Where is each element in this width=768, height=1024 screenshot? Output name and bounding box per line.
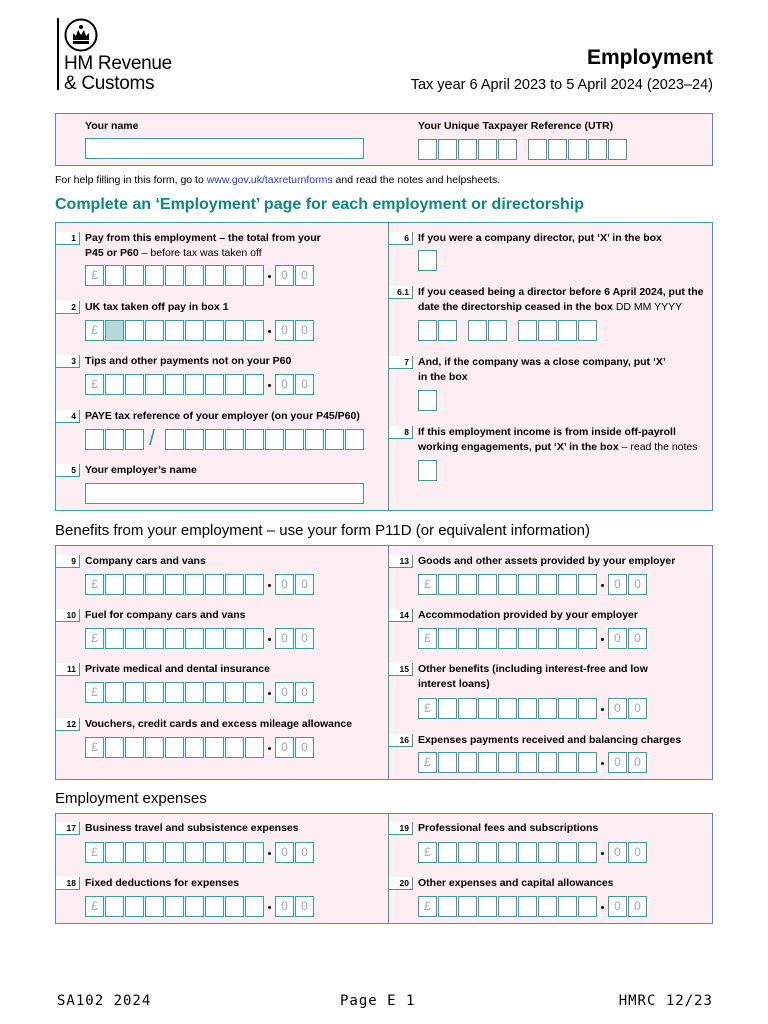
fuel-benefit-digit-box[interactable] (105, 628, 124, 649)
fuel-benefit-digit-box[interactable] (225, 628, 244, 649)
q4-label: PAYE tax reference of your employer (on your P45/P60) (85, 410, 360, 422)
box-number-14: 14 (389, 609, 413, 622)
other-expenses-pence-box[interactable]: 0 (628, 896, 647, 917)
paye-reference-box[interactable] (305, 429, 324, 450)
tips-amount-digit-box[interactable]: £ (85, 374, 104, 395)
fixed-deductions-digit-box[interactable] (205, 896, 224, 917)
q8-line2: working engagements, put ‘X’ in the box (418, 441, 619, 453)
fuel-benefit-digit-box[interactable] (205, 628, 224, 649)
q7-line2: in the box (418, 371, 468, 383)
box-number-17: 17 (56, 822, 80, 835)
business-travel-digit-box[interactable]: £ (85, 842, 104, 863)
goods-assets-digit-box[interactable] (478, 574, 497, 595)
box-number-4: 4 (56, 410, 80, 423)
q7-label (418, 355, 666, 385)
business-travel-digit-box[interactable] (225, 842, 244, 863)
fixed-deductions-digit-box[interactable] (105, 896, 124, 917)
tax-year: Tax year 6 April 2023 to 5 April 2024 (2023–24) (410, 77, 713, 93)
q2-label: UK tax taken off pay in box 1 (85, 301, 229, 313)
goods-assets-digit-box[interactable]: £ (418, 574, 437, 595)
date-format-hint: DD MM YYYY (615, 301, 683, 313)
box-number-16: 16 (389, 734, 413, 747)
professional-fees-digit-box[interactable] (558, 842, 577, 863)
goods-assets-digit-box[interactable] (578, 574, 597, 595)
expenses-payments-digit-box[interactable] (458, 752, 477, 773)
fuel-benefit-digit-box[interactable] (185, 628, 204, 649)
accommodation-digit-box[interactable] (558, 628, 577, 649)
pay-amount-digit-box[interactable] (225, 265, 244, 286)
tips-amount-digit-box[interactable] (185, 374, 204, 395)
accommodation-digit-box[interactable] (478, 628, 497, 649)
pay-amount-digit-box[interactable] (105, 265, 124, 286)
q1-line2-note: – before tax was taken off (138, 247, 262, 259)
fuel-benefit-digit-box[interactable] (125, 628, 144, 649)
q6-1-label (418, 285, 704, 315)
box-number-3: 3 (56, 355, 80, 368)
other-expenses-digit-box[interactable] (498, 896, 517, 917)
goods-assets-digit-box[interactable] (498, 574, 517, 595)
pay-amount-digit-box[interactable] (165, 265, 184, 286)
ceased-year-box[interactable] (578, 320, 597, 341)
tips-amount-pence-box[interactable]: 0 (275, 374, 294, 395)
tax-taken-off-digit-box[interactable] (225, 320, 244, 341)
goods-assets-digit-box[interactable] (518, 574, 537, 595)
box-number-20: 20 (389, 877, 413, 890)
vouchers-digit-box[interactable]: £ (85, 737, 104, 758)
tips-amount-decimal-point (268, 384, 271, 387)
ceased-month-box[interactable] (488, 320, 507, 341)
expenses-payments-digit-box[interactable] (498, 752, 517, 773)
pay-amount-digit-box[interactable] (205, 265, 224, 286)
business-travel-digit-box[interactable] (105, 842, 124, 863)
company-cars-digit-box[interactable] (145, 574, 164, 595)
benefits-title: Benefits from your employment – use your form P11D (or equivalent information) (55, 522, 590, 539)
goods-assets-pence-box[interactable]: 0 (608, 574, 627, 595)
fixed-deductions-digit-box[interactable] (145, 896, 164, 917)
box-number-15: 15 (389, 663, 413, 676)
medical-insurance-digit-box[interactable] (105, 682, 124, 703)
q8-label (418, 425, 698, 455)
q6-1-line1: If you ceased being a director before 6 April 2024, put the (418, 286, 704, 298)
other-expenses-digit-box[interactable] (538, 896, 557, 917)
q10-label: Fuel for company cars and vans (85, 609, 246, 621)
other-expenses-digit-box[interactable] (558, 896, 577, 917)
vouchers-pence-box[interactable]: 0 (295, 737, 314, 758)
q3-label: Tips and other payments not on your P60 (85, 355, 292, 367)
professional-fees-decimal-point (601, 852, 604, 855)
other-benefits-digit-box[interactable] (538, 698, 557, 719)
box-number-2: 2 (56, 301, 80, 314)
paye-reference-box[interactable] (265, 429, 284, 450)
tax-taken-off-digit-box[interactable] (245, 320, 264, 341)
fuel-benefit-digit-box[interactable] (245, 628, 264, 649)
ceased-year-box[interactable] (558, 320, 577, 341)
paye-reference-box[interactable] (245, 429, 264, 450)
box-number-6-1: 6.1 (389, 286, 413, 299)
other-benefits-digit-box[interactable] (458, 698, 477, 719)
professional-fees-digit-box[interactable] (538, 842, 557, 863)
other-expenses-digit-box[interactable] (478, 896, 497, 917)
paye-office-box[interactable] (105, 429, 124, 450)
logo-line2: & Customs (64, 73, 155, 94)
accommodation-decimal-point (601, 638, 604, 641)
other-benefits-digit-box[interactable]: £ (418, 698, 437, 719)
tax-taken-off-pence-box[interactable]: 0 (275, 320, 294, 341)
tax-taken-off-pence-box[interactable]: 0 (295, 320, 314, 341)
fixed-deductions-pence-box[interactable]: 0 (275, 896, 294, 917)
other-expenses-digit-box[interactable]: £ (418, 896, 437, 917)
q15-label (418, 662, 648, 692)
box-number-5: 5 (56, 464, 80, 477)
accommodation-digit-box[interactable]: £ (418, 628, 437, 649)
paye-separator: / (149, 425, 156, 450)
expenses-payments-digit-box[interactable]: £ (418, 752, 437, 773)
q7-line1: And, if the company was a close company, put ‘X’ (418, 356, 666, 368)
pay-amount-pence-box[interactable]: 0 (275, 265, 294, 286)
company-cars-digit-box[interactable] (185, 574, 204, 595)
ceased-year-box[interactable] (538, 320, 557, 341)
other-expenses-digit-box[interactable] (458, 896, 477, 917)
fixed-deductions-digit-box[interactable] (245, 896, 264, 917)
expenses-payments-digit-box[interactable] (558, 752, 577, 773)
fixed-deductions-digit-box[interactable] (125, 896, 144, 917)
your-name-field[interactable] (85, 138, 364, 159)
company-cars-digit-box[interactable] (165, 574, 184, 595)
business-travel-digit-box[interactable] (145, 842, 164, 863)
utr-digit-box[interactable] (588, 139, 607, 160)
paye-reference-box[interactable] (325, 429, 344, 450)
medical-insurance-decimal-point (268, 692, 271, 695)
business-travel-digit-box[interactable] (205, 842, 224, 863)
tax-taken-off-digit-box[interactable] (205, 320, 224, 341)
business-travel-digit-box[interactable] (185, 842, 204, 863)
utr-digit-box[interactable] (608, 139, 627, 160)
medical-insurance-digit-box[interactable] (125, 682, 144, 703)
goods-assets-digit-box[interactable] (538, 574, 557, 595)
tips-amount-digit-box[interactable] (225, 374, 244, 395)
pay-amount-decimal-point (268, 275, 271, 278)
paye-reference-box[interactable] (165, 429, 184, 450)
box-number-12: 12 (56, 718, 80, 731)
fuel-benefit-digit-box[interactable] (145, 628, 164, 649)
medical-insurance-digit-box[interactable]: £ (85, 682, 104, 703)
medical-insurance-digit-box[interactable] (245, 682, 264, 703)
tax-taken-off-digit-box[interactable] (185, 320, 204, 341)
box-number-11: 11 (56, 663, 80, 676)
pay-amount-digit-box[interactable] (125, 265, 144, 286)
logo-rule (57, 18, 59, 90)
paye-office-box[interactable] (85, 429, 104, 450)
fuel-benefit-digit-box[interactable] (165, 628, 184, 649)
ceased-day-box[interactable] (418, 320, 437, 341)
other-benefits-digit-box[interactable] (438, 698, 457, 719)
box-number-19: 19 (389, 822, 413, 835)
business-travel-decimal-point (268, 852, 271, 855)
q19-label: Professional fees and subscriptions (418, 822, 599, 834)
other-benefits-digit-box[interactable] (558, 698, 577, 719)
vouchers-digit-box[interactable] (125, 737, 144, 758)
q14-label: Accommodation provided by your employer (418, 609, 638, 621)
company-cars-digit-box[interactable] (225, 574, 244, 595)
business-travel-digit-box[interactable] (125, 842, 144, 863)
help-link[interactable]: www.gov.uk/taxreturnforms (206, 174, 333, 186)
company-cars-digit-box[interactable] (125, 574, 144, 595)
tax-taken-off-decimal-point (268, 330, 271, 333)
box-number-1: 1 (56, 232, 80, 245)
q1-line2: P45 or P60 (85, 247, 139, 259)
goods-assets-digit-box[interactable] (438, 574, 457, 595)
professional-fees-digit-box[interactable] (438, 842, 457, 863)
professional-fees-digit-box[interactable] (578, 842, 597, 863)
tips-amount-digit-box[interactable] (245, 374, 264, 395)
logo-line1: HM Revenue (64, 53, 172, 74)
q13-label: Goods and other assets provided by your employer (418, 555, 676, 567)
accommodation-digit-box[interactable] (578, 628, 597, 649)
pay-amount-digit-box[interactable] (245, 265, 264, 286)
expenses-payments-digit-box[interactable] (438, 752, 457, 773)
professional-fees-digit-box[interactable]: £ (418, 842, 437, 863)
vouchers-digit-box[interactable] (245, 737, 264, 758)
fuel-benefit-decimal-point (268, 638, 271, 641)
business-travel-digit-box[interactable] (165, 842, 184, 863)
expenses-payments-pence-box[interactable]: 0 (628, 752, 647, 773)
form-version: HMRC 12/23 (618, 993, 713, 1009)
vouchers-decimal-point (268, 747, 271, 750)
expenses-payments-pence-box[interactable]: 0 (608, 752, 627, 773)
page-number: Page E 1 (340, 993, 416, 1009)
q17-label: Business travel and subsistence expenses (85, 822, 299, 834)
expenses-payments-digit-box[interactable] (578, 752, 597, 773)
box-number-9: 9 (56, 555, 80, 568)
tips-amount-digit-box[interactable] (145, 374, 164, 395)
professional-fees-digit-box[interactable] (478, 842, 497, 863)
hmrc-logo-text (64, 54, 172, 94)
help-prefix: For help filling in this form, go to (55, 174, 207, 186)
fuel-benefit-pence-box[interactable]: 0 (295, 628, 314, 649)
vouchers-digit-box[interactable] (225, 737, 244, 758)
utr-label: Your Unique Taxpayer Reference (UTR) (418, 120, 614, 132)
utr-digit-box[interactable] (568, 139, 587, 160)
section-heading: Complete an ‘Employment’ page for each employment or directorship (55, 196, 584, 213)
company-cars-digit-box[interactable] (205, 574, 224, 595)
paye-office-box[interactable] (125, 429, 144, 450)
ceased-day-box[interactable] (438, 320, 457, 341)
professional-fees-digit-box[interactable] (498, 842, 517, 863)
goods-assets-decimal-point (601, 584, 604, 587)
paye-reference-box[interactable] (225, 429, 244, 450)
your-name-label: Your name (85, 120, 139, 132)
q9-label: Company cars and vans (85, 555, 206, 567)
q16-label: Expenses payments received and balancing charges (418, 734, 682, 746)
expenses-payments-digit-box[interactable] (518, 752, 537, 773)
expenses-title: Employment expenses (55, 790, 207, 807)
tax-taken-off-digit-box[interactable] (125, 320, 144, 341)
q8-note: – read the notes (618, 441, 698, 453)
other-benefits-decimal-point (601, 708, 604, 711)
fixed-deductions-decimal-point (268, 906, 271, 909)
company-cars-pence-box[interactable]: 0 (295, 574, 314, 595)
vouchers-digit-box[interactable] (205, 737, 224, 758)
accommodation-digit-box[interactable] (518, 628, 537, 649)
q1-line1: Pay from this employment – the total from your (85, 232, 321, 244)
box-number-13: 13 (389, 555, 413, 568)
fuel-benefit-pence-box[interactable]: 0 (275, 628, 294, 649)
goods-assets-pence-box[interactable]: 0 (628, 574, 647, 595)
q15-line2: interest loans) (418, 678, 490, 690)
director-checkbox[interactable] (418, 250, 437, 271)
other-benefits-digit-box[interactable] (478, 698, 497, 719)
accommodation-digit-box[interactable] (538, 628, 557, 649)
q5-label: Your employer’s name (85, 464, 197, 476)
company-cars-decimal-point (268, 584, 271, 587)
utr-digit-box[interactable] (478, 139, 497, 160)
box-number-6: 6 (389, 232, 413, 245)
business-travel-digit-box[interactable] (245, 842, 264, 863)
vouchers-digit-box[interactable] (185, 737, 204, 758)
medical-insurance-digit-box[interactable] (225, 682, 244, 703)
utr-digit-box[interactable] (418, 139, 437, 160)
ceased-month-box[interactable] (468, 320, 487, 341)
company-cars-digit-box[interactable]: £ (85, 574, 104, 595)
fixed-deductions-digit-box[interactable] (185, 896, 204, 917)
royal-crest-icon (64, 18, 98, 52)
other-expenses-digit-box[interactable] (438, 896, 457, 917)
q8-line1: If this employment income is from inside off-payroll (418, 426, 676, 438)
q1-label (85, 231, 321, 261)
box-number-7: 7 (389, 356, 413, 369)
fixed-deductions-digit-box[interactable] (225, 896, 244, 917)
utr-digit-box[interactable] (548, 139, 567, 160)
company-cars-digit-box[interactable] (245, 574, 264, 595)
pay-amount-digit-box[interactable] (145, 265, 164, 286)
q18-label: Fixed deductions for expenses (85, 877, 240, 889)
q6-1-line2: date the directorship ceased in the box (418, 301, 613, 313)
fixed-deductions-digit-box[interactable] (165, 896, 184, 917)
tax-taken-off-digit-box[interactable]: £ (85, 320, 104, 341)
q12-label: Vouchers, credit cards and excess mileage allowance (85, 718, 353, 730)
goods-assets-digit-box[interactable] (558, 574, 577, 595)
medical-insurance-pence-box[interactable]: 0 (295, 682, 314, 703)
q20-label: Other expenses and capital allowances (418, 877, 614, 889)
fixed-deductions-pence-box[interactable]: 0 (295, 896, 314, 917)
fuel-benefit-digit-box[interactable]: £ (85, 628, 104, 649)
expenses-payments-digit-box[interactable] (538, 752, 557, 773)
tax-taken-off-digit-box[interactable] (165, 320, 184, 341)
utr-digit-box[interactable] (498, 139, 517, 160)
tax-taken-off-digit-box[interactable] (105, 320, 124, 341)
paye-reference-box[interactable] (205, 429, 224, 450)
medical-insurance-pence-box[interactable]: 0 (275, 682, 294, 703)
utr-digit-box[interactable] (458, 139, 477, 160)
tips-amount-digit-box[interactable] (105, 374, 124, 395)
box-number-10: 10 (56, 609, 80, 622)
vouchers-pence-box[interactable]: 0 (275, 737, 294, 758)
box-number-18: 18 (56, 877, 80, 890)
goods-assets-digit-box[interactable] (458, 574, 477, 595)
company-cars-digit-box[interactable] (105, 574, 124, 595)
q6-label: If you were a company director, put ‘X’ in the box (418, 232, 662, 244)
accommodation-digit-box[interactable] (498, 628, 517, 649)
close-company-checkbox[interactable] (418, 390, 437, 411)
other-benefits-digit-box[interactable] (498, 698, 517, 719)
utr-digit-box[interactable] (438, 139, 457, 160)
tax-taken-off-digit-box[interactable] (145, 320, 164, 341)
accommodation-digit-box[interactable] (458, 628, 477, 649)
business-travel-pence-box[interactable]: 0 (275, 842, 294, 863)
professional-fees-digit-box[interactable] (518, 842, 537, 863)
paye-reference-box[interactable] (185, 429, 204, 450)
medical-insurance-digit-box[interactable] (205, 682, 224, 703)
accommodation-pence-box[interactable]: 0 (628, 628, 647, 649)
other-benefits-digit-box[interactable] (578, 698, 597, 719)
utr-digit-box[interactable] (528, 139, 547, 160)
tips-amount-digit-box[interactable] (205, 374, 224, 395)
other-benefits-digit-box[interactable] (518, 698, 537, 719)
q15-line1: Other benefits (including interest-free and low (418, 663, 648, 675)
accommodation-pence-box[interactable]: 0 (608, 628, 627, 649)
employer-name-field[interactable] (85, 483, 364, 504)
expenses-payments-decimal-point (601, 762, 604, 765)
company-cars-pence-box[interactable]: 0 (275, 574, 294, 595)
accommodation-digit-box[interactable] (438, 628, 457, 649)
q11-label: Private medical and dental insurance (85, 663, 270, 675)
vouchers-digit-box[interactable] (145, 737, 164, 758)
off-payroll-checkbox[interactable] (418, 460, 437, 481)
business-travel-pence-box[interactable]: 0 (295, 842, 314, 863)
expenses-payments-digit-box[interactable] (478, 752, 497, 773)
pay-amount-digit-box[interactable] (185, 265, 204, 286)
page-title: Employment (586, 46, 713, 69)
box-number-8: 8 (389, 426, 413, 439)
other-expenses-decimal-point (601, 906, 604, 909)
paye-reference-box[interactable] (345, 429, 364, 450)
other-expenses-pence-box[interactable]: 0 (608, 896, 627, 917)
paye-reference-box[interactable] (285, 429, 304, 450)
form-code: SA102 2024 (57, 993, 152, 1009)
help-suffix: and read the notes and helpsheets. (332, 174, 501, 186)
medical-insurance-digit-box[interactable] (145, 682, 164, 703)
other-benefits-pence-box[interactable]: 0 (628, 698, 647, 719)
professional-fees-pence-box[interactable]: 0 (608, 842, 627, 863)
vouchers-digit-box[interactable] (105, 737, 124, 758)
other-benefits-pence-box[interactable]: 0 (608, 698, 627, 719)
tips-amount-digit-box[interactable] (165, 374, 184, 395)
medical-insurance-digit-box[interactable] (165, 682, 184, 703)
pay-amount-pence-box[interactable]: 0 (295, 265, 314, 286)
other-expenses-digit-box[interactable] (578, 896, 597, 917)
tips-amount-pence-box[interactable]: 0 (295, 374, 314, 395)
ceased-year-box[interactable] (518, 320, 537, 341)
pay-amount-digit-box[interactable]: £ (85, 265, 104, 286)
help-text (55, 174, 500, 186)
fixed-deductions-digit-box[interactable]: £ (85, 896, 104, 917)
vouchers-digit-box[interactable] (165, 737, 184, 758)
professional-fees-digit-box[interactable] (458, 842, 477, 863)
professional-fees-pence-box[interactable]: 0 (628, 842, 647, 863)
tips-amount-digit-box[interactable] (125, 374, 144, 395)
medical-insurance-digit-box[interactable] (185, 682, 204, 703)
other-expenses-digit-box[interactable] (518, 896, 537, 917)
